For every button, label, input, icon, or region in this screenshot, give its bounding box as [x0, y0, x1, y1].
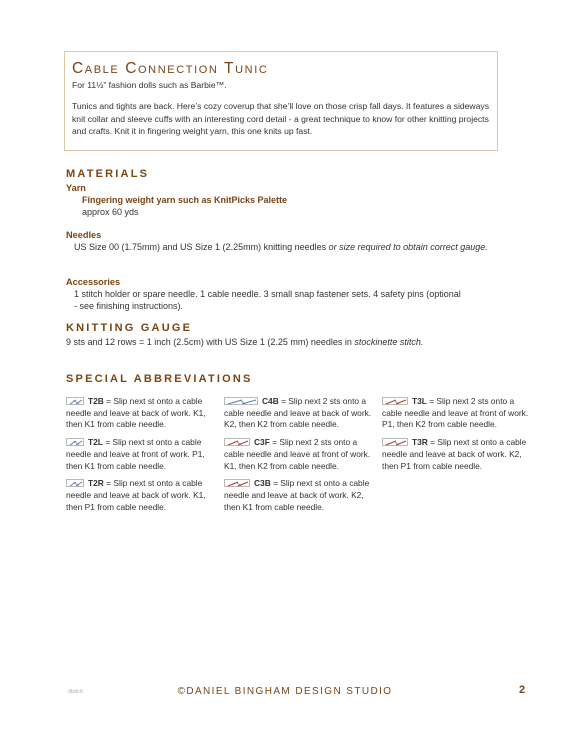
needles-gauge-note: or size required to obtain correct gauge. — [328, 242, 488, 252]
abbreviation-code: T2L — [88, 437, 103, 448]
abbreviation-definition: = Slip next st onto a cable needle and leave at back of work. K2, then K1 from cable needle. — [224, 478, 370, 512]
abbreviation-c3b — [224, 478, 374, 513]
abbreviation-definition: = Slip next st onto a cable needle and leave at back of work. K1, then P1 from cable needle. — [66, 478, 206, 512]
footer-code: dbdc6 — [68, 689, 83, 695]
abbreviation-code: T2B — [88, 396, 104, 406]
c3f-cable-icon — [224, 438, 250, 446]
abbreviation-t2l — [66, 437, 216, 472]
abbreviation-t3r — [382, 437, 532, 472]
abbreviations-column-3 — [382, 396, 532, 478]
abbreviation-code: T2R — [88, 478, 104, 489]
abbreviations-column-1 — [66, 396, 216, 519]
abbreviations-heading: SPECIAL ABBREVIATIONS — [66, 373, 253, 385]
abbreviation-code: C3B — [254, 478, 271, 489]
accessories-heading: Accessories — [66, 277, 121, 287]
abbreviation-definition: = Slip next st onto a cable needle and leave at front of work. P1, then K1 from cable needle. — [66, 437, 205, 471]
footer-copyright: ©DANIEL BINGHAM DESIGN STUDIO — [177, 686, 393, 697]
abbreviation-c3f — [224, 437, 374, 472]
page-number: 2 — [519, 684, 526, 696]
yarn-amount: approx 60 yds — [82, 207, 139, 217]
accessories-line-2: - see finishing instructions). — [74, 301, 184, 311]
abbreviation-code: T3R — [412, 437, 428, 448]
t2l-cable-icon — [66, 438, 84, 446]
abbreviation-definition: = Slip next 2 sts onto a cable needle and leave at front of work. K1, then K2 from cable needle. — [224, 437, 371, 471]
yarn-name: Fingering weight yarn such as KnitPicks Palette — [82, 195, 288, 205]
accessories-line-1: 1 stitch holder or spare needle. 1 cable needle. 3 small snap fastener sets. 4 safety pins (optional — [74, 289, 461, 299]
t2b-cable-icon — [66, 397, 84, 405]
abbreviation-c4b — [224, 396, 374, 431]
abbreviation-t3l — [382, 396, 532, 431]
needles-text — [74, 241, 514, 253]
c3b-cable-icon — [224, 479, 250, 487]
pattern-title: Cable Connection Tunic — [72, 60, 269, 77]
t2r-cable-icon — [66, 479, 84, 487]
abbreviation-code: C3F — [254, 437, 270, 448]
needles-heading: Needles — [66, 230, 102, 240]
yarn-heading: Yarn — [66, 183, 86, 193]
gauge-spec: 9 sts and 12 rows = 1 inch (2.5cm) with US Size 1 (2.25 mm) needles in — [66, 337, 352, 347]
abbreviation-definition: = Slip next st onto a cable needle and leave at back of work. K1, then K1 from cable needle. — [66, 396, 206, 430]
abbreviations-column-2 — [224, 396, 374, 519]
pattern-description: Tunics and tights are back. Here’s cozy coverup that she’ll love on those crisp fall days. It features a sideways knit collar and sleeve cuffs with an interesting cord detail - a great technique to know for other knitting projects and crafts. Knit it in fingering weight yarn, this one knits up fast. — [72, 101, 490, 137]
pattern-subtitle: For 11½” fashion dolls such as Barbie™. — [72, 80, 227, 90]
gauge-heading: KNITTING GAUGE — [66, 322, 193, 334]
abbreviation-definition: = Slip next 2 sts onto a cable needle and leave at front of work. P1, then K2 from cable needle. — [382, 396, 529, 430]
abbreviation-code: T3L — [412, 396, 427, 406]
abbreviation-definition: = Slip next 2 sts onto a cable needle and leave at back of work. K2, then K2 from cable needle. — [224, 396, 372, 430]
gauge-text — [66, 336, 423, 348]
gauge-stitch: stockinette stitch. — [354, 337, 424, 347]
t3r-cable-icon — [382, 438, 408, 446]
abbreviation-definition: = Slip next st onto a cable needle and leave at back of work. K2, then P1 from cable needle. — [382, 437, 527, 471]
materials-heading: MATERIALS — [66, 168, 150, 180]
t3l-cable-icon — [382, 397, 408, 405]
intro-box — [64, 51, 498, 151]
c4b-cable-icon — [224, 397, 258, 405]
abbreviation-code: C4B — [262, 396, 279, 406]
needles-sizes: US Size 00 (1.75mm) and US Size 1 (2.25mm) knitting needles — [74, 242, 327, 252]
abbreviation-t2b — [66, 396, 216, 431]
abbreviation-t2r — [66, 478, 216, 513]
